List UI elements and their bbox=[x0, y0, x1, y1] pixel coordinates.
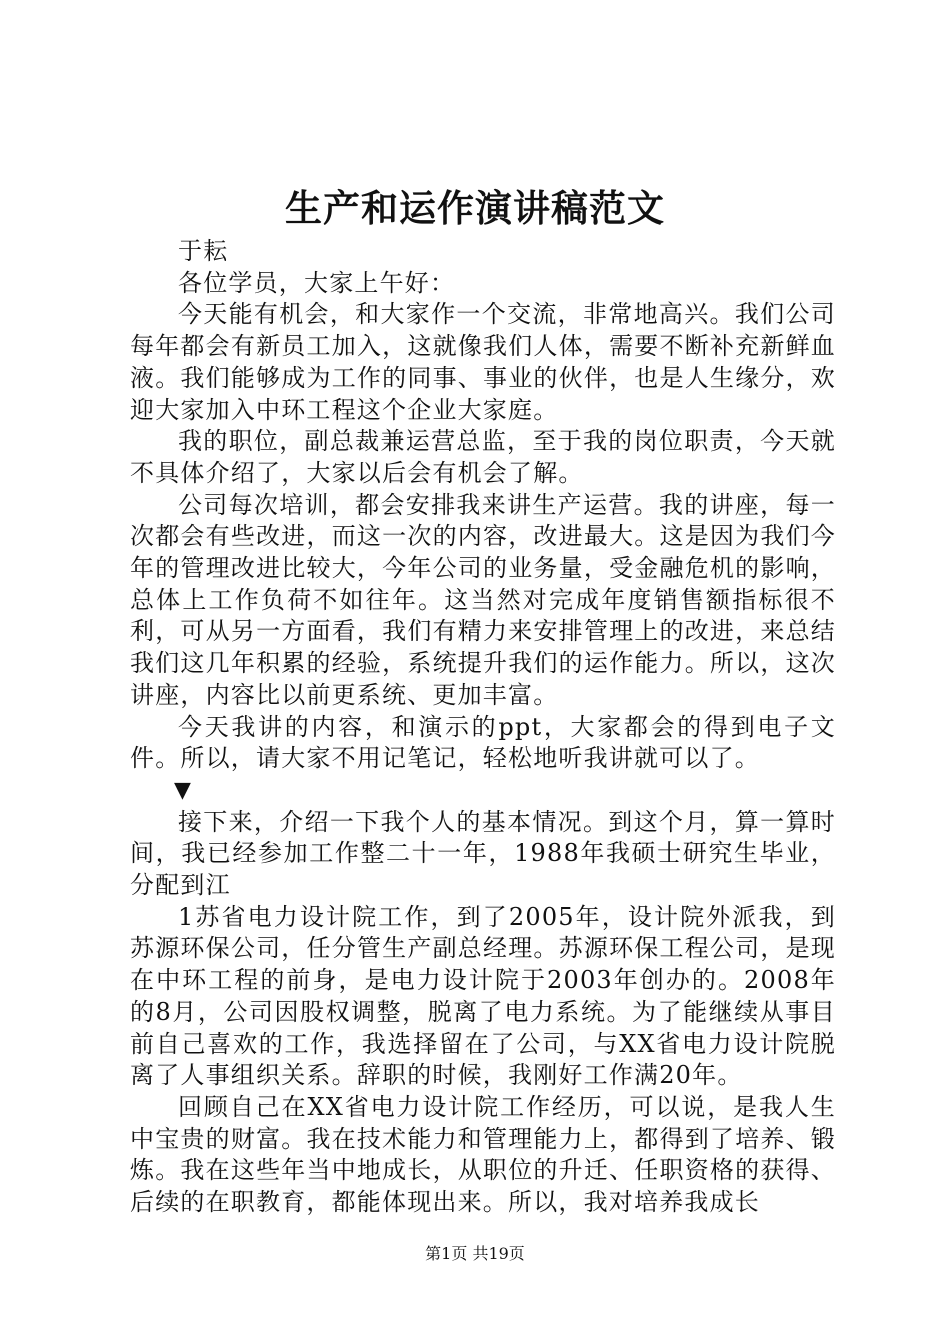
bullet-marker: ▼ bbox=[174, 777, 193, 803]
author-line: 于耘 bbox=[178, 237, 229, 265]
paragraph-review: 回顾自己在XX省电力设计院工作经历，可以说，是我人生中宝贵的财富。我在技术能力和管理能力上，都得到了培养、锻炼。我在这些年当中地成长，从职位的升迁、任职资格的获得、后续的在职教育，都能体现出来。所以，我对培养我成长 bbox=[130, 1092, 836, 1217]
paragraph-background: 接下来，介绍一下我个人的基本情况。到这个月，算一算时间，我已经参加工作整二十一年，1988年我硕士研究生毕业，分配到江 bbox=[130, 807, 836, 900]
paragraph-materials: 今天我讲的内容，和演示的ppt，大家都会的得到电子文件。所以，请大家不用记笔记，轻松地听我讲就可以了。 bbox=[130, 712, 836, 773]
paragraph-greeting: 各位学员，大家上午好： bbox=[178, 268, 456, 297]
paragraph-career: 1苏省电力设计院工作，到了2005年，设计院外派我，到苏源环保公司，任分管生产副总经理。苏源环保工程公司，是现在中环工程的前身，是电力设计院于2003年创办的。2008年的8月，公司因股权调整，脱离了电力系统。为了能继续从事目前自己喜欢的工作，我选择留在了公司，与XX省电力设计院脱离了人事组织关系。辞职的时候，我刚好工作满20年。 bbox=[130, 902, 836, 1090]
document-title: 生产和运作演讲稿范文 bbox=[285, 186, 665, 230]
paragraph-position: 我的职位，副总裁兼运营总监，至于我的岗位职责，今天就不具体介绍了，大家以后会有机会了解。 bbox=[130, 427, 836, 487]
document-body bbox=[130, 236, 836, 1219]
page-footer: 第1页 共19页 bbox=[425, 1244, 525, 1263]
paragraph-training: 公司每次培训，都会安排我来讲生产运营。我的讲座，每一次都会有些改进，而这一次的内容，改进最大。这是因为我们今年的管理改进比较大，今年公司的业务量，受金融危机的影响，总体上工作负荷不如往年。这当然对完成年度销售额指标很不利，可从另一方面看，我们有精力来安排管理上的改进，来总结我们这几年积累的经验，系统提升我们的运作能力。所以，这次讲座，内容比以前更系统、更加丰富。 bbox=[130, 490, 836, 709]
paragraph-intro: 今天能有机会，和大家作一个交流，非常地高兴。我们公司每年都会有新员工加入，这就像我们人体，需要不断补充新鲜血液。我们能够成为工作的同事、事业的伙伴，也是人生缘分，欢迎大家加入中环工程这个企业大家庭。 bbox=[130, 300, 836, 424]
